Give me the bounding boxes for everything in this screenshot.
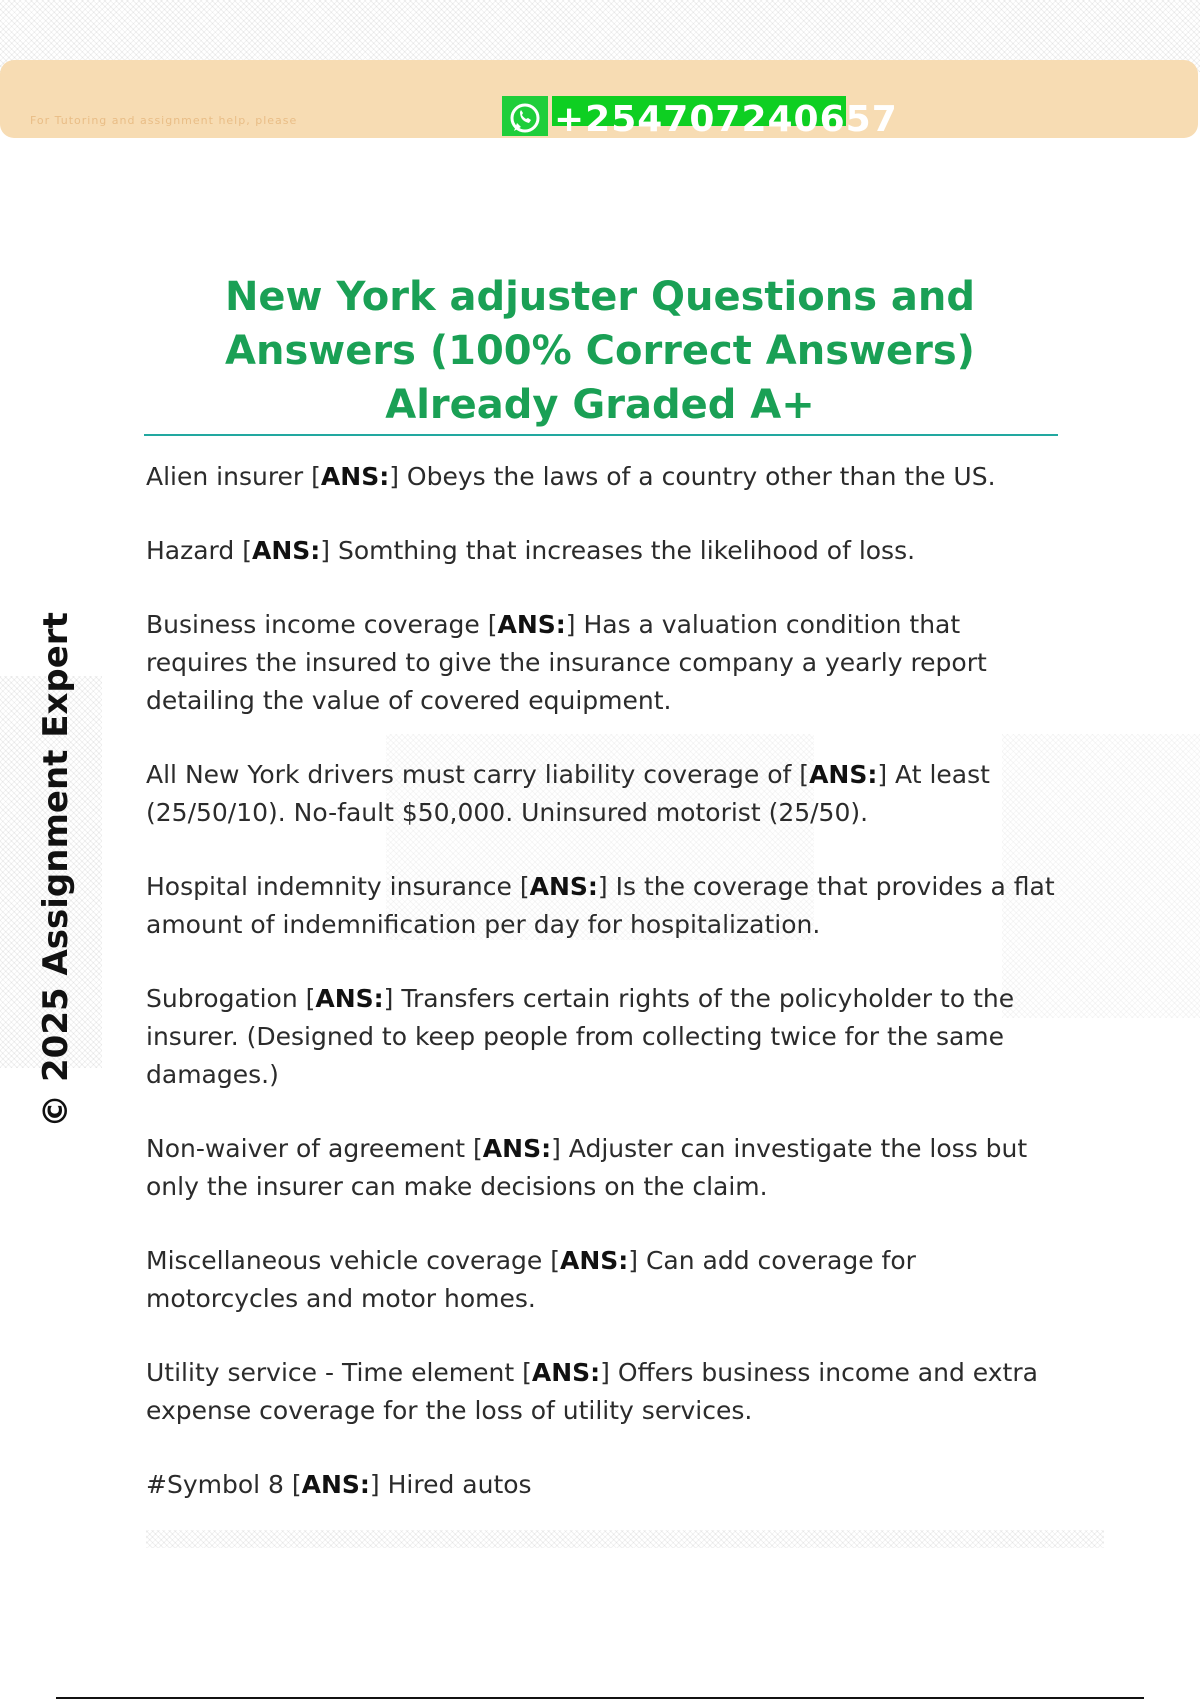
ans-label: ANS: bbox=[497, 610, 566, 639]
qa-item: Hospital indemnity insurance [ANS:] Is the coverage that provides a flat amount of indemnification per day for hospitalization. bbox=[146, 872, 1055, 939]
ans-label: ANS: bbox=[315, 984, 384, 1013]
qa-term: Utility service - Time element bbox=[146, 1358, 515, 1387]
ans-label: ANS: bbox=[531, 1358, 601, 1387]
qa-answer: Adjuster can investigate the loss but only the insurer can make decisions on the claim. bbox=[146, 1134, 1028, 1201]
qa-answer: Can add coverage for motorcycles and motor homes. bbox=[146, 1246, 916, 1313]
qa-list bbox=[146, 458, 1066, 1540]
qa-item: Hazard [ANS:] Somthing that increases the likelihood of loss. bbox=[146, 536, 916, 565]
qa-term: Hospital indemnity insurance bbox=[146, 872, 512, 901]
qa-term: Subrogation bbox=[146, 984, 298, 1013]
ans-label: ANS: bbox=[320, 462, 390, 491]
ans-label: ANS: bbox=[529, 872, 598, 901]
qa-answer: Is the coverage that provides a flat amount of indemnification per day for hospitalization. bbox=[146, 872, 1055, 939]
ans-label: ANS: bbox=[809, 760, 878, 789]
title-divider bbox=[144, 434, 1058, 436]
qa-answer: Hired autos bbox=[387, 1470, 532, 1499]
qa-term: All New York drivers must carry liability coverage of bbox=[146, 760, 792, 789]
qa-item: Subrogation [ANS:] Transfers certain rights of the policyholder to the insurer. (Designed to keep people from collecting twice for the same damages.) bbox=[146, 984, 1015, 1089]
footer-divider bbox=[56, 1697, 1144, 1699]
ans-label: ANS: bbox=[482, 1134, 552, 1163]
phone-number: +254707240657 bbox=[554, 99, 898, 140]
qa-item: Utility service - Time element [ANS:] Offers business income and extra expense coverage for the loss of utility services. bbox=[146, 1358, 1038, 1425]
qa-item: Non-waiver of agreement [ANS:] Adjuster can investigate the loss but only the insurer can make decisions on the claim. bbox=[146, 1134, 1028, 1201]
copyright-watermark: © 2025 Assignment Expert bbox=[36, 612, 76, 1128]
ans-label: ANS: bbox=[559, 1246, 629, 1275]
qa-answer: Offers business income and extra expense coverage for the loss of utility services. bbox=[146, 1358, 1038, 1425]
qa-item: All New York drivers must carry liability coverage of [ANS:] At least (25/50/10). No-fault $50,000. Uninsured motorist (25/50). bbox=[146, 760, 990, 827]
qa-answer: Obeys the laws of a country other than the US. bbox=[406, 462, 996, 491]
banner-faint-text: For Tutoring and assignment help, please bbox=[30, 114, 298, 127]
qa-term: #Symbol 8 bbox=[146, 1470, 284, 1499]
whatsapp-icon[interactable] bbox=[502, 96, 548, 136]
qa-item: Alien insurer [ANS:] Obeys the laws of a country other than the US. bbox=[146, 462, 996, 491]
qa-term: Miscellaneous vehicle coverage bbox=[146, 1246, 543, 1275]
page-title: New York adjuster Questions and Answers (100% Correct Answers) Already Graded A+ bbox=[224, 274, 976, 428]
qa-term: Hazard bbox=[146, 536, 235, 565]
qa-item: Miscellaneous vehicle coverage [ANS:] Can add coverage for motorcycles and motor homes. bbox=[146, 1246, 916, 1313]
qa-term: Alien insurer bbox=[146, 462, 304, 491]
qa-answer: Somthing that increases the likelihood of loss. bbox=[337, 536, 916, 565]
qa-item: #Symbol 8 [ANS:] Hired autos bbox=[146, 1470, 532, 1499]
qa-answer: At least (25/50/10). No-fault $50,000. Uninsured motorist (25/50). bbox=[146, 760, 990, 827]
bottom-hatch-pattern bbox=[146, 1530, 1104, 1548]
ans-label: ANS: bbox=[251, 536, 321, 565]
qa-answer: Transfers certain rights of the policyholder to the insurer. (Designed to keep people from collecting twice for the same damages.) bbox=[146, 984, 1015, 1089]
qa-item: Business income coverage [ANS:] Has a valuation condition that requires the insured to give the insurance company a yearly report detailing the value of covered equipment. bbox=[146, 610, 987, 715]
phone-number-box[interactable] bbox=[552, 96, 898, 140]
qa-term: Non-waiver of agreement bbox=[146, 1134, 466, 1163]
qa-term: Business income coverage bbox=[146, 610, 480, 639]
ans-label: ANS: bbox=[301, 1470, 370, 1499]
qa-answer: Has a valuation condition that requires the insured to give the insurance company a yearly report detailing the value of covered equipment. bbox=[146, 610, 987, 715]
